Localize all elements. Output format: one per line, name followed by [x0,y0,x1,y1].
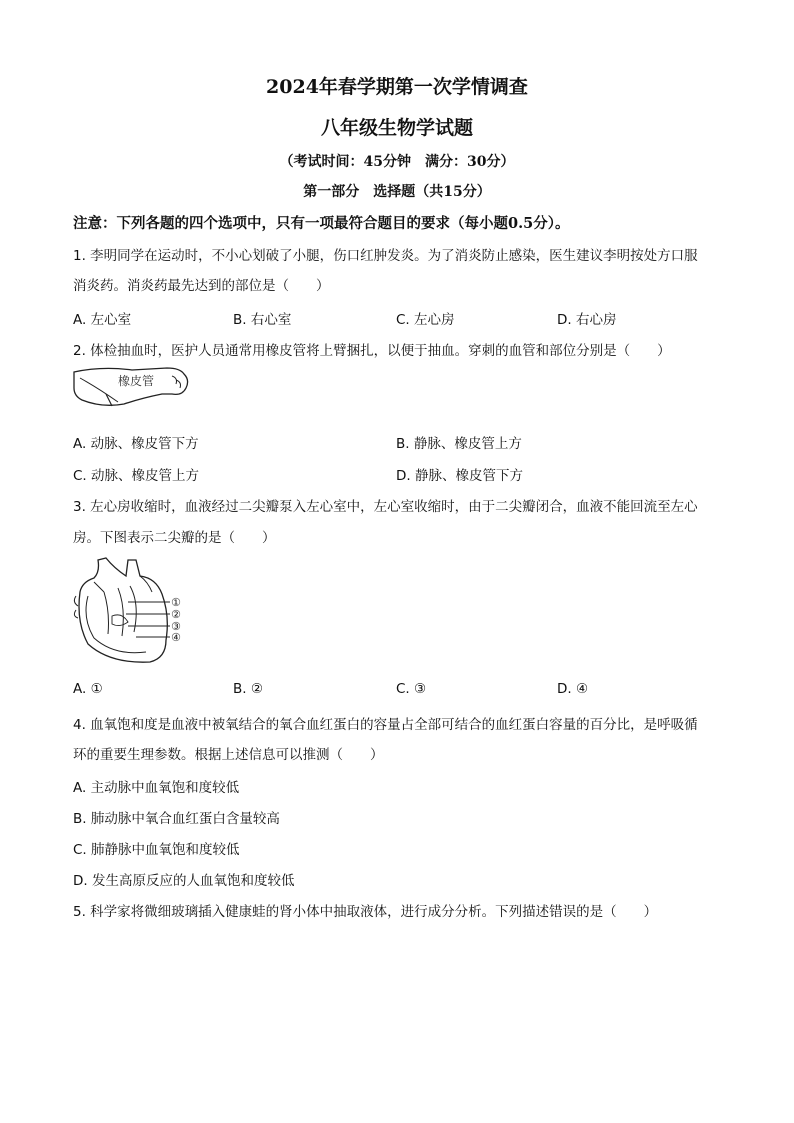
question-4-option-c: C. 肺静脉中血氧饱和度较低 [73,842,240,858]
question-4-option-b: B. 肺动脉中氧合血红蛋白含量较高 [73,811,280,827]
question-2-option-d: D. 静脉、橡皮管下方 [396,468,523,484]
question-3-line-2: 房。下图表示二尖瓣的是（ ） [73,530,276,546]
section-heading: 第一部分 选择题（共15分） [303,184,491,200]
question-1-option-b: B. 右心室 [233,312,292,328]
question-3-option-d: D. ④ [557,681,589,697]
question-2-option-b: B. 静脉、橡皮管上方 [396,436,522,452]
arm-tourniquet-figure [72,364,192,410]
heart-mark-2: ② [171,608,181,621]
question-2-line-1: 2. 体检抽血时，医护人员通常用橡皮管将上臂捆扎，以便于抽血。穿刺的血管和部位分别是（ ） [73,343,671,359]
tourniquet-label: 橡皮管 [118,374,155,388]
exam-info: （考试时间：45分钟 满分：30分） [279,154,515,170]
question-4-option-a: A. 主动脉中血氧饱和度较低 [73,780,240,796]
question-4-line-2: 环的重要生理参数。根据上述信息可以推测（ ） [73,747,384,763]
question-1-line-1: 1. 李明同学在运动时，不小心划破了小腿，伤口红肿发炎。为了消炎防止感染，医生建议李明按处方口服 [73,248,698,264]
question-3-option-a: A. ① [73,681,103,697]
question-2-option-a: A. 动脉、橡皮管下方 [73,436,199,452]
page-subtitle: 八年级生物学试题 [320,117,473,139]
notice-text: 注意：下列各题的四个选项中，只有一项最符合题目的要求（每小题0.5分）。 [73,215,570,232]
page-title: 2024年春学期第一次学情调查 [266,76,528,98]
question-1-line-2: 消炎药。消炎药最先达到的部位是（ ） [73,278,330,294]
question-3-option-c: C. ③ [396,681,427,697]
question-2-option-c: C. 动脉、橡皮管上方 [73,468,200,484]
question-3-line-1: 3. 左心房收缩时，血液经过二尖瓣泵入左心室中，左心室收缩时，由于二尖瓣闭合，血液不能回流至左心 [73,499,698,515]
heart-mark-4: ④ [171,631,181,644]
heart-mark-1: ① [171,596,181,609]
question-4-line-1: 4. 血氧饱和度是血液中被氧结合的氧合血红蛋白的容量占全部可结合的血红蛋白容量的百分比，是呼吸循 [73,717,698,733]
question-4-option-d: D. 发生高原反应的人血氧饱和度较低 [73,873,295,889]
heart-mark-3: ③ [171,620,181,633]
question-1-option-c: C. 左心房 [396,312,455,328]
question-1-option-a: A. 左心室 [73,312,132,328]
question-3-option-b: B. ② [233,681,263,697]
heart-diagram [70,552,190,668]
question-1-option-d: D. 右心房 [557,312,617,328]
question-5-line-1: 5. 科学家将微细玻璃插入健康蛙的肾小体中抽取液体，进行成分分析。下列描述错误的是（ ） [73,904,658,920]
